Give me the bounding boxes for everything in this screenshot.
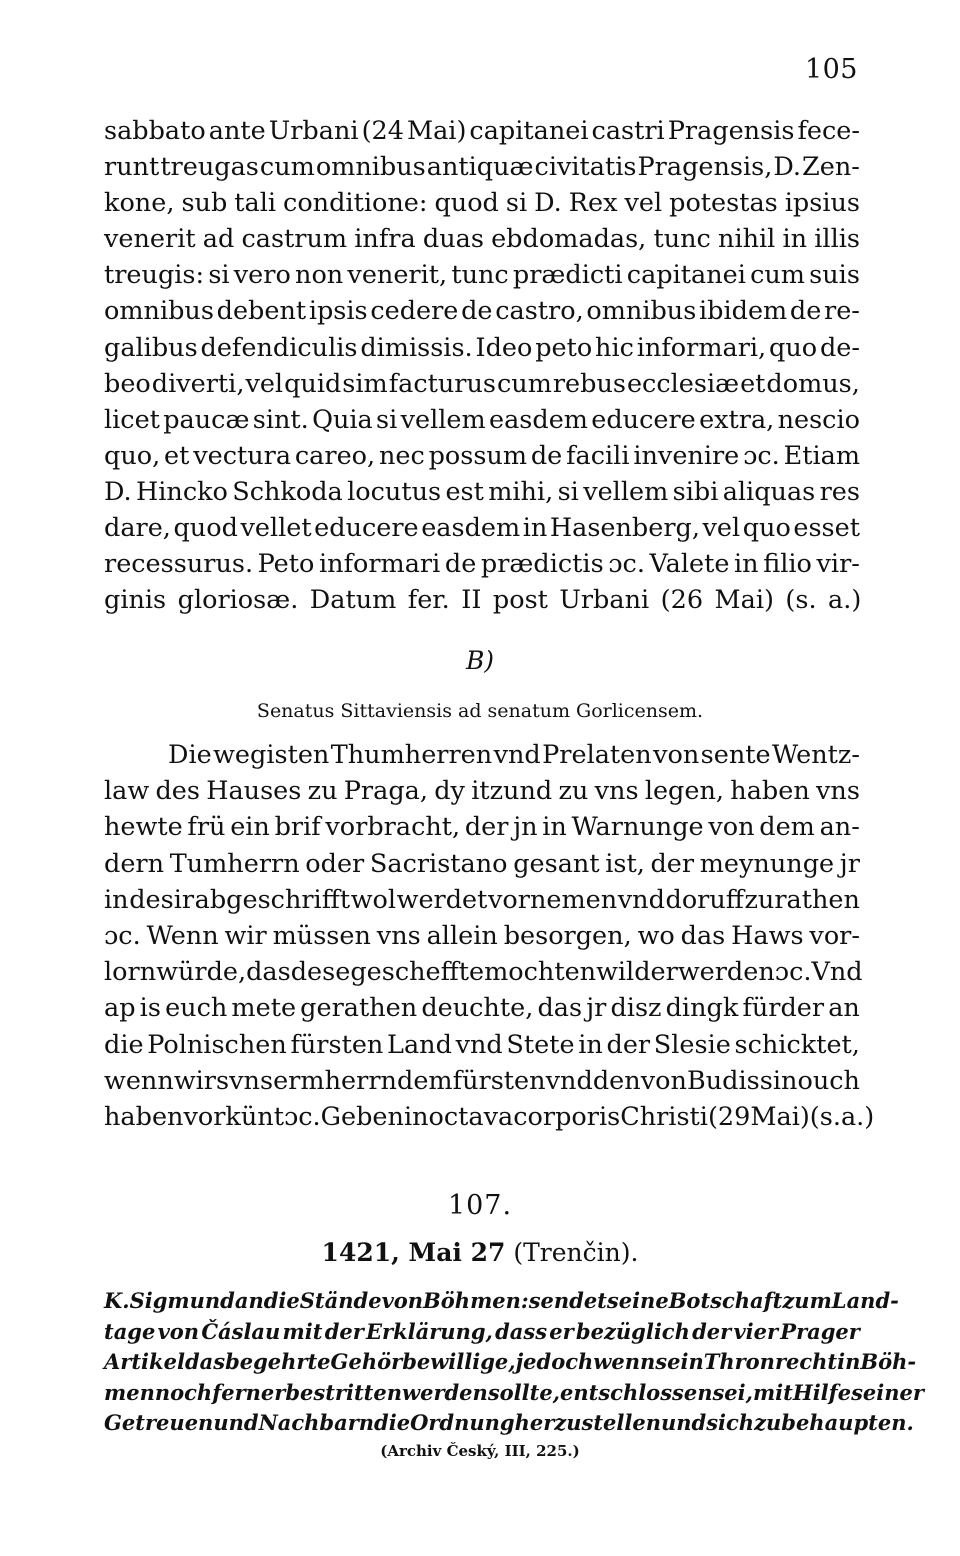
text-line: treugis: si vero non venerit, tunc prædicti capitanei cum suis	[104, 260, 860, 291]
text-line: omnibus debent ipsis cedere de castro, omnibus ibidem de re-	[104, 296, 860, 327]
document-date-line	[0, 1238, 960, 1267]
text-line: tage von Čáslau mit der Erklärung, dass er bezüglich der vier Prager	[104, 1318, 860, 1344]
text-line: runt treugas cum omnibus antiquæ civitatis Pragensis, D. Zen-	[104, 152, 860, 183]
page-number: 105	[804, 54, 858, 85]
text-line: men noch ferner bestritten werden sollte, entschlossen sei, mit Hilfe seiner	[104, 1379, 924, 1405]
section-title: Senatus Sittaviensis ad senatum Gorlicensem.	[256, 700, 704, 722]
text-line: recessurus. Peto informari de prædictis ɔc. Valete in filio vir-	[104, 549, 860, 580]
text-line: dare, quod vellet educere easdem in Hasenberg, vel quo esset	[104, 513, 860, 544]
text-line: venerit ad castrum infra duas ebdomadas, tunc nihil in illis	[104, 224, 860, 255]
text-line: hewte frü ein brif vorbracht, der jn in Warnunge von dem an-	[104, 812, 860, 843]
text-line: ginis gloriosæ. Datum fer. II post Urbani (26 Mai) (s. a.)	[104, 585, 862, 616]
document-date: 1421, Mai 27	[321, 1238, 506, 1267]
text-line: galibus defendiculis dimissis. Ideo peto hic informari, quo de-	[104, 332, 860, 363]
text-line: Artikel das begehrte Gehör bewillige, jedoch wenn sein Thronrecht in Böh-	[104, 1349, 917, 1374]
document-place: (Trenčin).	[513, 1238, 639, 1267]
text-line: law des Hauses zu Praga, dy itzund zu vns legen, haben vns	[104, 776, 860, 807]
text-line: Getreuen und Nachbarn die Ordnung herzustellen und sich zu behaupten.	[104, 1410, 914, 1435]
text-line: dern Tumherrn oder Sacristano gesant ist, der meynunge jr	[104, 848, 860, 879]
text-line: lorn würde, das dese gescheffte mochten wilder werden ɔc. Vnd	[104, 957, 863, 988]
document-number: 107.	[447, 1190, 513, 1221]
text-line: Die wegisten Thumherren vnd Prelaten von sente Wentz-	[168, 740, 860, 770]
text-line: die Polnischen fürsten Land vnd Stete in der Slesie schicktet,	[104, 1029, 860, 1060]
text-line: ɔc. Wenn wir müssen vns allein besorgen, wo das Haws vor-	[104, 920, 860, 951]
source-citation: (Archiv Český, III, 225.)	[380, 1442, 580, 1460]
text-line: sabbato ante Urbani (24 Mai) capitanei castri Pragensis fece-	[104, 116, 860, 146]
text-line: ap is euch mete gerathen deuchte, das jr disz dingk fürder an	[104, 993, 860, 1024]
text-line: beo diverti, vel quid sim facturus cum rebus ecclesiæ et domus,	[104, 368, 860, 399]
text-line: in desir abgeschrifft wol werdet vornemen vnd doruff zurathen	[104, 884, 860, 915]
text-line: wenn wirs vnserm herrn dem fürsten vnd den von Budissin ouch	[104, 1065, 860, 1096]
text-line: quo, et vectura careo, nec possum de facili invenire ɔc. Etiam	[104, 440, 860, 471]
text-line: K. Sigmund an die Stände von Böhmen: sendet seine Botschaft zum Land-	[104, 1288, 899, 1313]
text-line: kone, sub tali conditione: quod si D. Rex vel potestas ipsius	[104, 188, 860, 219]
text-line: licet paucæ sint. Quia si vellem easdem educere extra, nescio	[104, 404, 860, 435]
latin-letter-text	[104, 116, 860, 621]
section-label: B)	[465, 646, 495, 675]
text-line: D. Hincko Schkoda locutus est mihi, si vellem sibi aliquas res	[104, 476, 860, 507]
text-line: haben vorkünt ɔc. Geben in octava corporis Christi (29 Mai) (s. a.)	[104, 1101, 875, 1132]
document-summary	[104, 1288, 924, 1441]
german-letter-text	[104, 740, 875, 1138]
